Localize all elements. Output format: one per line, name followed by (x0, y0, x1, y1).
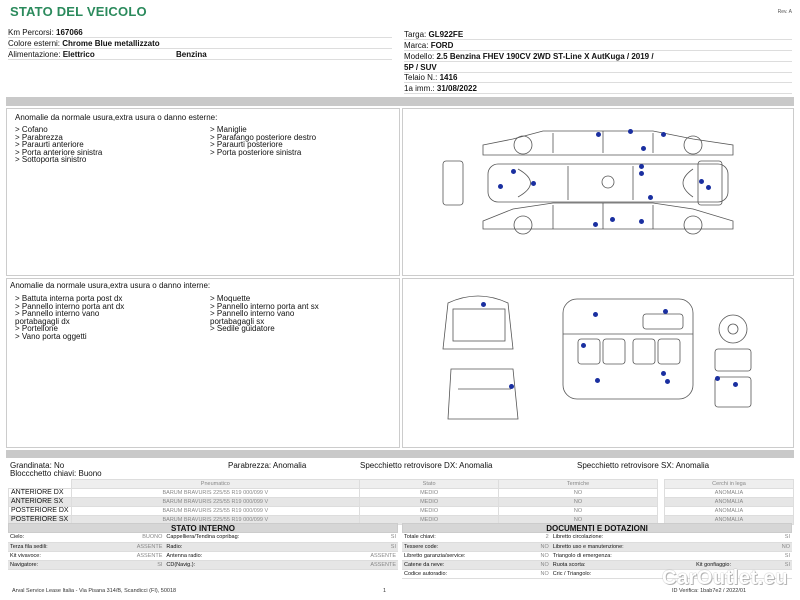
color-label: Colore esterni: (8, 39, 61, 48)
damage-marker (661, 371, 666, 376)
list-item: > Sedile guidatore (210, 324, 275, 333)
damage-marker (593, 222, 598, 227)
damage-marker (706, 185, 711, 190)
tyre-brand: BARUM BRAVURIS 225/55 R19 000/099 V (71, 489, 360, 498)
car-interior-diagram (403, 279, 795, 449)
list-item: > Pannello interno vano (210, 309, 295, 318)
rim-state: ANOMALIA (665, 516, 794, 525)
make-label: Marca: (404, 41, 429, 50)
model-row (404, 51, 792, 62)
chassis-label: Telaio N.: (404, 73, 438, 82)
damage-marker (595, 378, 600, 383)
fuel-value-1: Elettrico (62, 50, 95, 59)
table-row (9, 489, 658, 498)
damage-marker (531, 181, 536, 186)
fuel-label: Alimentazione: (8, 50, 61, 59)
damage-marker (498, 184, 503, 189)
windshield-status: Parabrezza: Anomalia (228, 461, 307, 470)
list-item: > Cofano (15, 125, 48, 134)
interior-state-table (8, 533, 398, 570)
mirror-dx-status: Specchietto retrovisore DX: Anomalia (360, 461, 493, 470)
damage-marker (715, 376, 720, 381)
kv-key: Cielo: (8, 533, 99, 542)
list-item: > Battuta interna porta post dx (15, 294, 123, 303)
km-row (8, 27, 392, 38)
tyres-table (8, 479, 658, 525)
list-item: > Vano porta oggetti (15, 331, 87, 341)
table-row (402, 542, 792, 551)
kv-key (694, 551, 768, 560)
table-row (402, 551, 792, 560)
tyre-state: MEDIO (360, 516, 499, 525)
kv-value: NO (527, 569, 550, 578)
tyre-header: Pneumatico (71, 480, 360, 489)
table-row (8, 533, 398, 542)
kv-key: Cric / Triangolo: (551, 569, 694, 578)
table-row (665, 507, 794, 516)
list-item: > Porta posteriore sinistra (210, 147, 302, 157)
kv-value: NO (527, 560, 550, 569)
kv-key: Libretto circolazione: (551, 533, 694, 542)
table-row (665, 498, 794, 507)
tyre-header: Termiche (499, 480, 658, 489)
fuel-value-2: Benzina (176, 50, 207, 59)
kv-key: Catene da neve: (402, 560, 527, 569)
tyre-brand: BARUM BRAVURIS 225/55 R19 000/099 V (71, 516, 360, 525)
registration-row (404, 83, 792, 94)
kv-key: Libretto uso e manutenzione: (551, 542, 694, 551)
kv-value: SI (769, 551, 792, 560)
kv-value: SI (333, 533, 398, 542)
tyre-brand: BARUM BRAVURIS 225/55 R19 000/099 V (71, 507, 360, 516)
rims-header: Cerchi in lega (665, 480, 794, 489)
list-item: portabagagli dx (15, 316, 70, 326)
model-value-line1: 2.5 Benzina FHEV 190CV 2WD ST-Line X AutKuga / 2019 / (436, 52, 654, 61)
kv-key: Cappelliera/Tendina copribag: (164, 533, 332, 542)
chassis-value: 1416 (439, 73, 458, 82)
tyre-winter: NO (499, 516, 658, 525)
section-divider (6, 450, 794, 458)
damage-marker (596, 132, 601, 137)
rim-state: ANOMALIA (665, 489, 794, 498)
damage-marker (481, 302, 486, 307)
tyre-state: MEDIO (360, 498, 499, 507)
list-item: > Sottoporta sinistro (15, 155, 87, 164)
revision-label: Rev. A (777, 9, 792, 15)
damage-marker (733, 382, 738, 387)
rims-table (664, 479, 794, 525)
model-label: Modello: (404, 52, 435, 61)
internal-damage-list-2 (210, 295, 319, 333)
tyre-state: MEDIO (360, 507, 499, 516)
kv-key: Triangolo di emergenza: (551, 551, 694, 560)
rim-state: ANOMALIA (665, 507, 794, 516)
kv-value: BUONO (99, 533, 164, 542)
list-item: portabagagli sx (210, 316, 265, 326)
external-damage-list-2 (210, 126, 316, 156)
damage-marker (641, 146, 646, 151)
footer-page-number: 1 (383, 588, 387, 594)
registration-value: 31/08/2022 (436, 84, 477, 93)
kv-key: Codice autoradio: (402, 569, 527, 578)
page-title: STATO DEL VEICOLO (10, 4, 147, 19)
list-item: > Pannello interno vano (15, 309, 100, 318)
list-item: > Pannello interno porta ant dx (15, 301, 125, 311)
damage-marker (661, 132, 666, 137)
damage-marker (699, 179, 704, 184)
kv-key: Kit vivavoce: (8, 551, 99, 560)
list-item: > Pannello interno porta ant sx (210, 301, 319, 311)
km-value: 167066 (56, 28, 83, 37)
kv-key: CD(Navig.): (164, 560, 332, 569)
kv-key: Totale chiavi: (402, 533, 527, 542)
table-row (8, 542, 398, 551)
kv-value: NO (527, 551, 550, 560)
kv-value: SI (333, 542, 398, 551)
tyre-state: MEDIO (360, 489, 499, 498)
hail-status: Grandinata: No (10, 461, 65, 470)
list-item: > Parafango posteriore destro (210, 132, 317, 142)
external-damage-title: Anomalie da normale usura,extra usura o danno esterne: (15, 113, 218, 122)
kv-value: ASSENTE (333, 560, 398, 569)
external-damage-list-1 (15, 126, 102, 164)
list-item: > Maniglie (210, 125, 247, 134)
plate-label: Targa: (404, 30, 427, 39)
km-label: Km Percorsi: (8, 28, 54, 37)
internal-diagram-panel (402, 278, 794, 448)
tyre-position: ANTERIORE SX (9, 498, 72, 507)
rim-state: ANOMALIA (665, 498, 794, 507)
plate-value: GL922FE (428, 30, 464, 39)
documents-title: DOCUMENTI E DOTAZIONI (402, 523, 792, 533)
list-item: > Porta anteriore sinistra (15, 147, 103, 157)
damage-marker (628, 129, 633, 134)
table-row (9, 498, 658, 507)
kv-value: SI (769, 533, 792, 542)
kv-value: NO (769, 542, 792, 551)
list-item: > Parabrezza (15, 132, 63, 142)
damage-marker (593, 312, 598, 317)
kv-key: Libretto garanzia/service: (402, 551, 527, 560)
kv-value: ASSENTE (333, 551, 398, 560)
table-row (8, 551, 398, 560)
kv-key: Radio: (164, 542, 332, 551)
plate-row (404, 29, 792, 40)
kv-value: SI (769, 560, 792, 569)
kv-key: Ruota scorta: (551, 560, 694, 569)
tyre-winter: NO (499, 498, 658, 507)
internal-damage-title: Anomalie da normale usura,extra usura o danno interne: (10, 281, 211, 290)
table-row (665, 489, 794, 498)
make-row (404, 40, 792, 51)
section-divider (6, 97, 794, 106)
damage-marker (639, 171, 644, 176)
list-item: > Paraurti posteriore (210, 140, 283, 149)
kv-value: 2 (527, 533, 550, 542)
external-diagram-panel (402, 108, 794, 276)
kv-value: NO (527, 542, 550, 551)
damage-marker (639, 164, 644, 169)
model-value-line2: 5P / SUV (404, 63, 437, 72)
interior-state-title: STATO INTERNO (8, 523, 398, 533)
damage-marker (665, 379, 670, 384)
tyre-position: ANTERIORE DX (9, 489, 72, 498)
table-row (8, 560, 398, 569)
tyre-position: POSTERIORE SX (9, 516, 72, 525)
damage-marker (581, 343, 586, 348)
tyre-header: Stato (360, 480, 499, 489)
color-value: Chrome Blue metallizzato (62, 39, 160, 48)
tyre-winter: NO (499, 507, 658, 516)
internal-damage-panel (6, 278, 400, 448)
watermark-logo: CarOutlet.eu (662, 567, 789, 589)
kv-key: Navigatore: (8, 560, 99, 569)
kv-key: Kit gonfiaggio: (694, 560, 768, 569)
kv-key (694, 542, 768, 551)
internal-damage-list-1 (15, 295, 124, 340)
make-value: FORD (430, 41, 454, 50)
table-row (402, 533, 792, 542)
kv-key (694, 533, 768, 542)
kv-key: Terza fila sedili: (8, 542, 99, 551)
external-damage-panel (6, 108, 400, 276)
list-item: > Paraurti anteriore (15, 140, 84, 149)
color-row (8, 38, 392, 49)
table-row (9, 507, 658, 516)
kv-value: ASSENTE (99, 551, 164, 560)
footer-company: Arval Service Lease Italia - Via Pisana 314/B, Scandicci (FI), 50018 (12, 588, 177, 594)
tyre-position: POSTERIORE DX (9, 507, 72, 516)
damage-marker (511, 169, 516, 174)
list-item: > Moquette (210, 294, 251, 303)
kv-value: SI (99, 560, 164, 569)
damage-marker (639, 219, 644, 224)
key-block-status: Bloccchetto chiavi: Buono (10, 469, 102, 478)
fuel-row (8, 49, 392, 60)
kv-value: ASSENTE (99, 542, 164, 551)
mirror-sx-status: Specchietto retrovisore SX: Anomalia (577, 461, 710, 470)
kv-key: Antenna radio: (164, 551, 332, 560)
footer-id: ID Verifica: 1bab7e2 / 2022/01 (672, 588, 746, 594)
tyre-brand: BARUM BRAVURIS 225/55 R19 000/099 V (71, 498, 360, 507)
damage-marker (509, 384, 514, 389)
damage-marker (648, 195, 653, 200)
damage-marker (663, 309, 668, 314)
kv-key: Tessere code: (402, 542, 527, 551)
registration-label: 1a imm.: (404, 84, 435, 93)
damage-marker (610, 217, 615, 222)
tyre-winter: NO (499, 489, 658, 498)
list-item: > Portellone (15, 324, 58, 333)
chassis-row (404, 72, 792, 83)
